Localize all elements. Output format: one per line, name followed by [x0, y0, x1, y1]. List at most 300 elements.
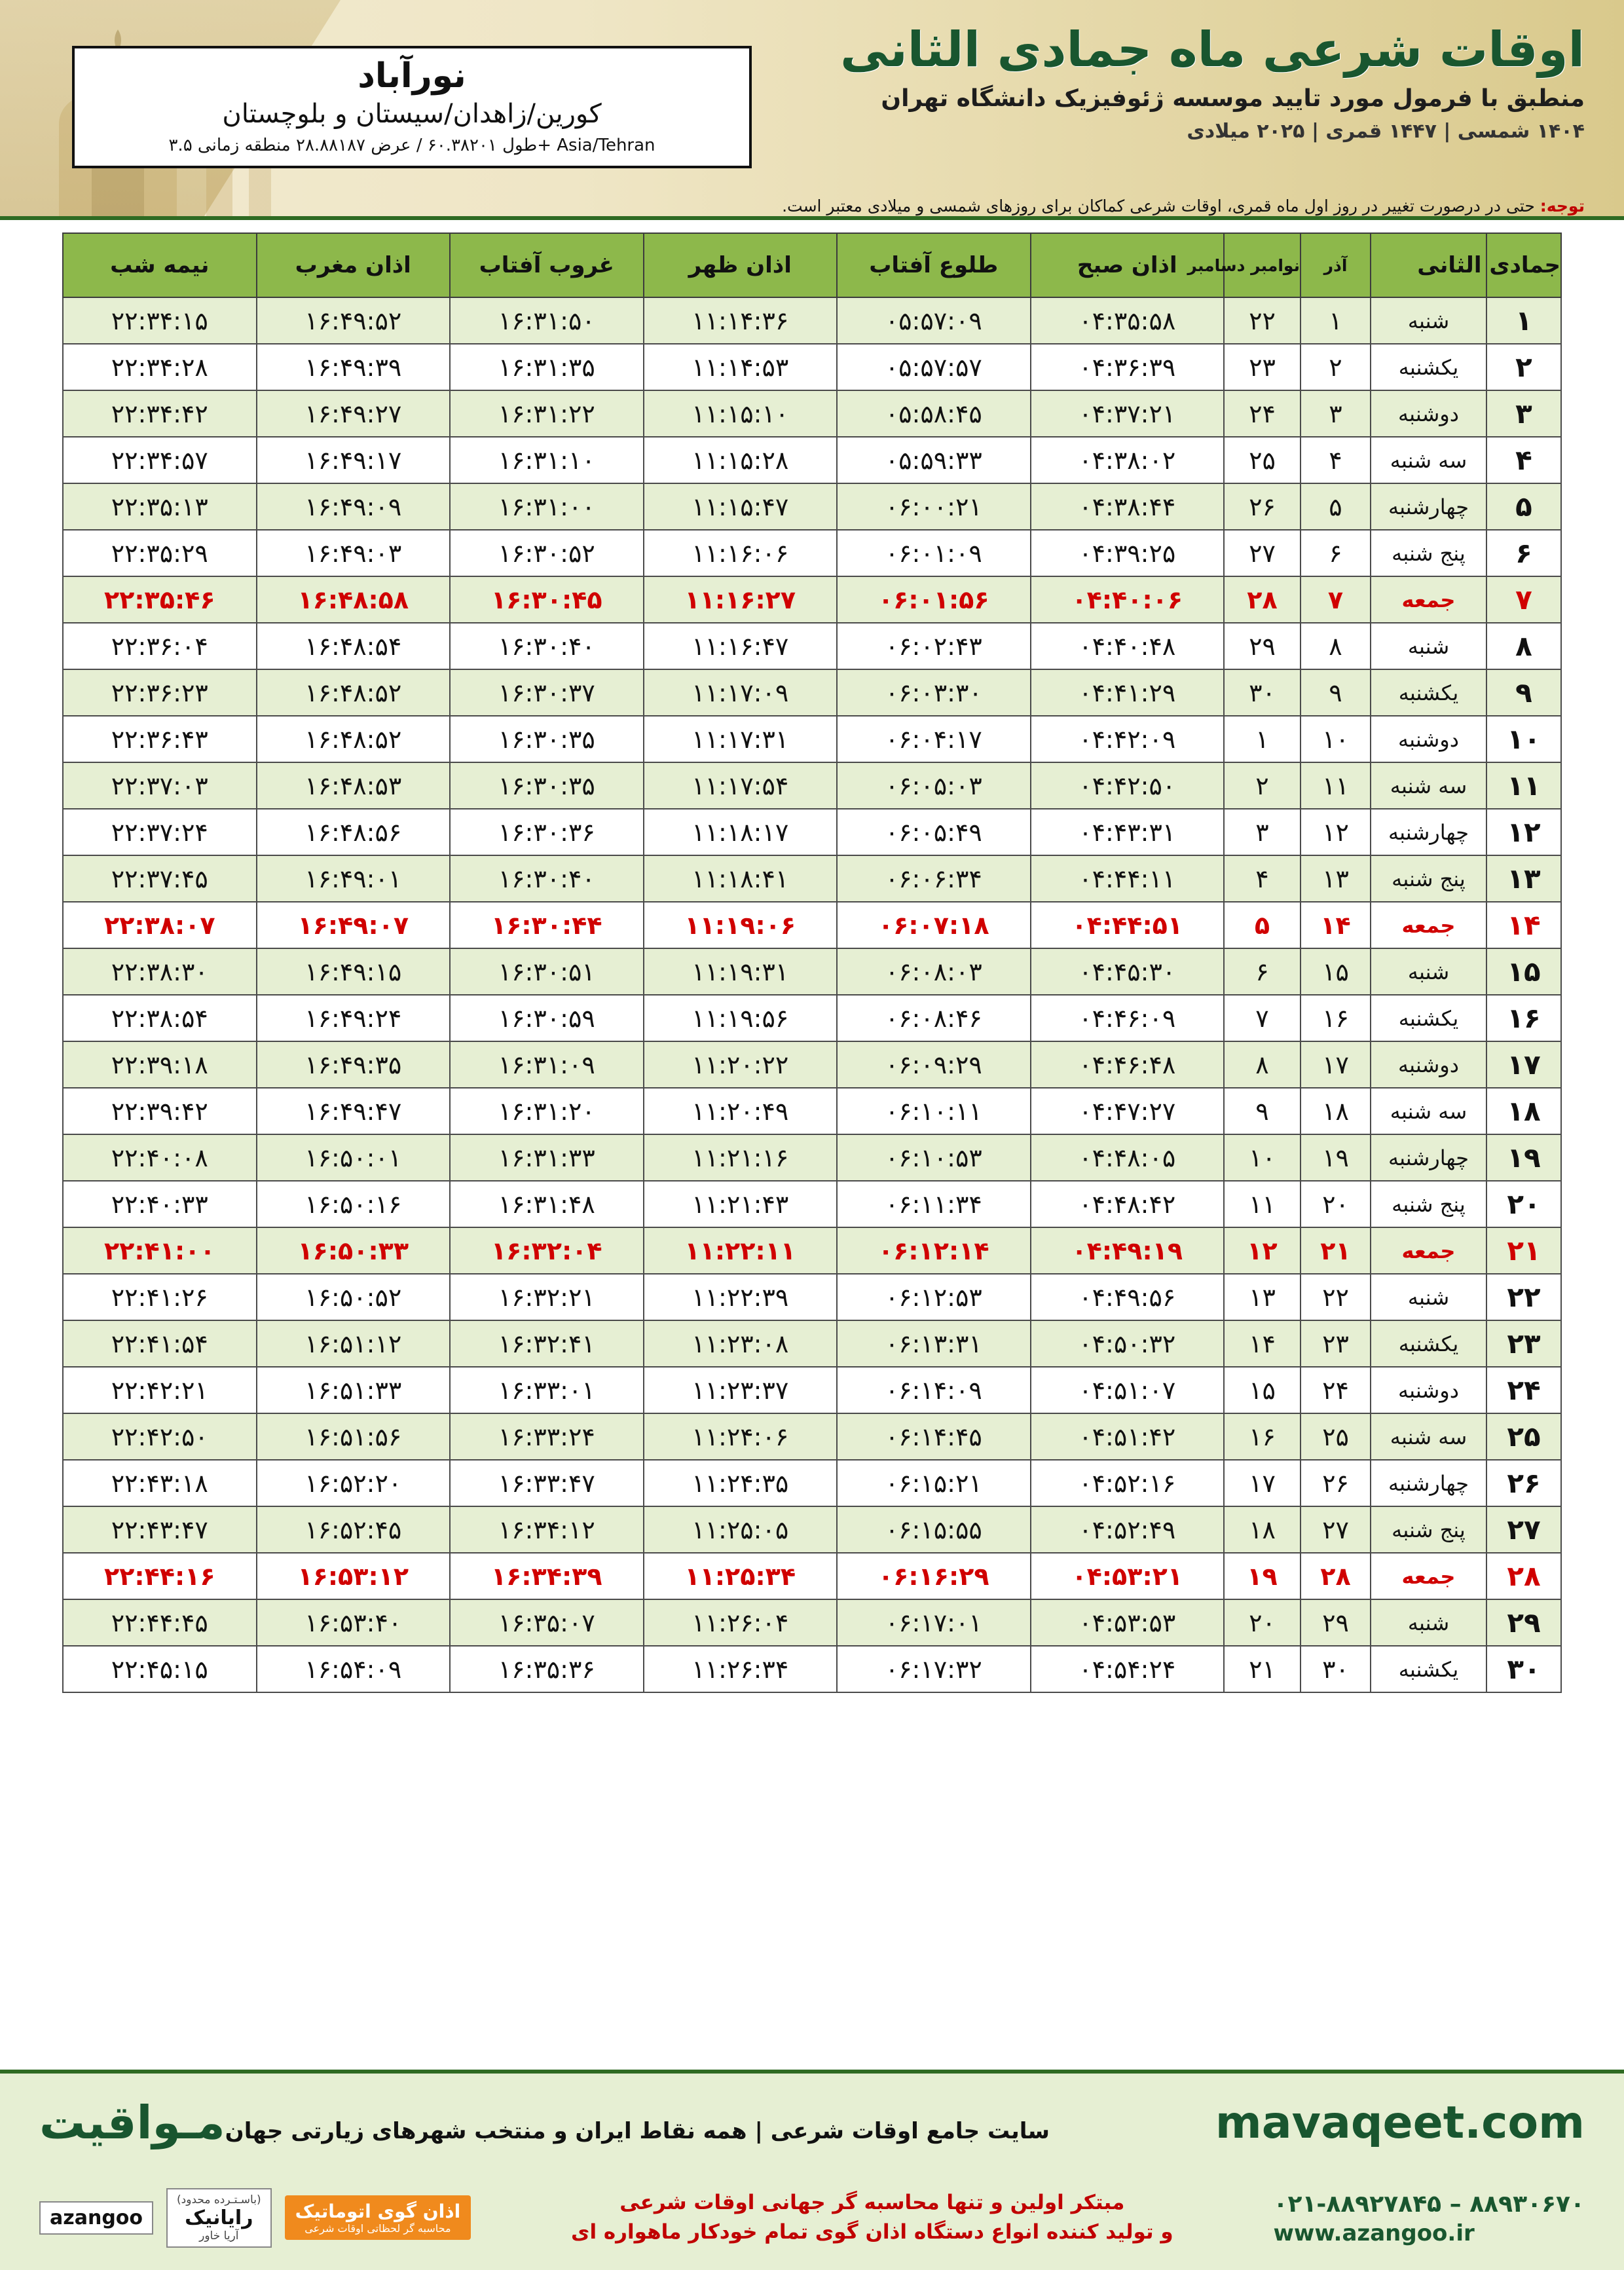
table-row: [63, 437, 1561, 483]
cell-fajr: ۰۴:۴۴:۵۱: [1031, 902, 1225, 948]
cell-gregorian-day: ۳: [1224, 809, 1301, 855]
cell-dhuhr: ۱۱:۱۴:۳۶: [644, 297, 838, 344]
cell-gregorian-day: ۲: [1224, 762, 1301, 809]
cell-azar-day: ۲۹: [1301, 1599, 1371, 1646]
cell-midnight: ۲۲:۳۸:۰۷: [63, 902, 257, 948]
cell-hijri-day: ۱۹: [1486, 1134, 1561, 1181]
cell-sunset: ۱۶:۳۰:۳۶: [450, 809, 644, 855]
cell-hijri-day: ۲۰: [1486, 1181, 1561, 1227]
cell-azar-day: ۳: [1301, 390, 1371, 437]
cell-sunrise: ۰۶:۱۲:۵۳: [837, 1274, 1031, 1320]
cell-fajr: ۰۴:۵۰:۳۲: [1031, 1320, 1225, 1367]
cell-dhuhr: ۱۱:۲۶:۳۴: [644, 1646, 838, 1692]
col-header-sunset: غروب آفتاب: [450, 233, 644, 297]
cell-azar-day: ۱۸: [1301, 1088, 1371, 1134]
cell-sunrise: ۰۶:۱۳:۳۱: [837, 1320, 1031, 1367]
cell-sunset: ۱۶:۳۱:۰۰: [450, 483, 644, 530]
cell-azar-day: ۱۵: [1301, 948, 1371, 995]
cell-hijri-day: ۱۱: [1486, 762, 1561, 809]
azangoo-brand-text: azangoo: [50, 2206, 143, 2229]
cell-sunset: ۱۶:۳۳:۴۷: [450, 1460, 644, 1506]
cell-azar-day: ۱۲: [1301, 809, 1371, 855]
calendar-years: ۱۴۰۴ شمسی | ۱۴۴۷ قمری | ۲۰۲۵ میلادی: [1187, 119, 1585, 143]
cell-sunset: ۱۶:۳۱:۲۰: [450, 1088, 644, 1134]
cell-hijri-day: ۳۰: [1486, 1646, 1561, 1692]
cell-sunset: ۱۶:۳۱:۱۰: [450, 437, 644, 483]
cell-azar-day: ۶: [1301, 530, 1371, 576]
cell-gregorian-day: ۶: [1224, 948, 1301, 995]
table-header-row: [63, 233, 1561, 297]
cell-dhuhr: ۱۱:۱۵:۱۰: [644, 390, 838, 437]
cell-sunrise: ۰۶:۱۰:۱۱: [837, 1088, 1031, 1134]
col-header-hijri-day: جمادی الثانی: [1486, 233, 1561, 297]
cell-maghrib: ۱۶:۴۸:۵۳: [257, 762, 451, 809]
cell-midnight: ۲۲:۴۱:۲۶: [63, 1274, 257, 1320]
cell-azar-day: ۳۰: [1301, 1646, 1371, 1692]
table-row: [63, 855, 1561, 902]
cell-weekday: یکشنبه: [1371, 995, 1486, 1041]
cell-sunrise: ۰۶:۱۱:۳۴: [837, 1181, 1031, 1227]
cell-midnight: ۲۲:۳۴:۴۲: [63, 390, 257, 437]
cell-sunset: ۱۶:۳۱:۰۹: [450, 1041, 644, 1088]
cell-midnight: ۲۲:۳۷:۴۵: [63, 855, 257, 902]
cell-weekday: جمعه: [1371, 576, 1486, 623]
cell-azar-day: ۱۳: [1301, 855, 1371, 902]
cell-midnight: ۲۲:۳۷:۰۳: [63, 762, 257, 809]
city-name: نورآباد: [358, 56, 466, 96]
cell-gregorian-day: ۱: [1224, 716, 1301, 762]
table-row: [63, 669, 1561, 716]
cell-fajr: ۰۴:۴۸:۰۵: [1031, 1134, 1225, 1181]
cell-dhuhr: ۱۱:۲۲:۱۱: [644, 1227, 838, 1274]
cell-hijri-day: ۲۱: [1486, 1227, 1561, 1274]
cell-midnight: ۲۲:۴۱:۵۴: [63, 1320, 257, 1367]
cell-dhuhr: ۱۱:۲۶:۰۴: [644, 1599, 838, 1646]
azangoo-logo-sub: محاسبه گر لحظاتی اوقات شرعی: [304, 2222, 451, 2235]
cell-weekday: پنج شنبه: [1371, 1506, 1486, 1553]
cell-hijri-day: ۱۸: [1486, 1088, 1561, 1134]
company-slogan: [571, 2188, 1173, 2247]
cell-weekday: سه شنبه: [1371, 1088, 1486, 1134]
cell-dhuhr: ۱۱:۱۷:۵۴: [644, 762, 838, 809]
cell-weekday: یکشنبه: [1371, 1646, 1486, 1692]
cell-weekday: جمعه: [1371, 902, 1486, 948]
table-row: [63, 390, 1561, 437]
page-subtitle: منطبق با فرمول مورد تایید موسسه ژئوفیزیک دانشگاه تهران: [881, 84, 1585, 112]
cell-sunset: ۱۶:۳۵:۳۶: [450, 1646, 644, 1692]
city-coordinates: طول ۶۰.۳۸۲۰۱ / عرض ۲۸.۸۸۱۸۷ منطقه زمانی ۳.۵+ Asia/Tehran: [168, 136, 655, 156]
cell-weekday: شنبه: [1371, 948, 1486, 995]
city-region: کورین/زاهدان/سیستان و بلوچستان: [222, 99, 602, 130]
cell-gregorian-day: ۱۹: [1224, 1553, 1301, 1599]
cell-maghrib: ۱۶:۴۸:۵۶: [257, 809, 451, 855]
contact-website[interactable]: www.azangoo.ir: [1273, 2220, 1475, 2247]
cell-midnight: ۲۲:۴۳:۴۷: [63, 1506, 257, 1553]
cell-fajr: ۰۴:۴۸:۴۲: [1031, 1181, 1225, 1227]
cell-maghrib: ۱۶:۴۸:۵۸: [257, 576, 451, 623]
cell-weekday: شنبه: [1371, 1274, 1486, 1320]
cell-dhuhr: ۱۱:۱۹:۰۶: [644, 902, 838, 948]
cell-azar-day: ۲۳: [1301, 1320, 1371, 1367]
slogan-line-2: و تولید کننده انواع دستگاه اذان گوی تمام خودکار ماهواره ای: [571, 2220, 1173, 2244]
rayanik-logo-top: (باسـتـرده محدود): [177, 2193, 261, 2206]
cell-gregorian-day: ۲۷: [1224, 530, 1301, 576]
cell-sunrise: ۰۶:۱۰:۵۳: [837, 1134, 1031, 1181]
table-row: [63, 902, 1561, 948]
cell-sunset: ۱۶:۳۱:۲۲: [450, 390, 644, 437]
table-row: [63, 1460, 1561, 1506]
cell-fajr: ۰۴:۴۲:۰۹: [1031, 716, 1225, 762]
cell-sunset: ۱۶:۳۴:۱۲: [450, 1506, 644, 1553]
cell-sunrise: ۰۶:۱۴:۴۵: [837, 1413, 1031, 1460]
table-row: [63, 576, 1561, 623]
cell-midnight: ۲۲:۴۲:۲۱: [63, 1367, 257, 1413]
table-body: [63, 297, 1561, 1692]
cell-gregorian-day: ۲۸: [1224, 576, 1301, 623]
cell-weekday: یکشنبه: [1371, 1320, 1486, 1367]
azangoo-logo-title: اذان گوی اتوماتیک: [295, 2201, 461, 2222]
cell-maghrib: ۱۶:۵۱:۱۲: [257, 1320, 451, 1367]
cell-sunset: ۱۶:۳۱:۵۰: [450, 297, 644, 344]
page-header: [0, 0, 1624, 220]
cell-maghrib: ۱۶:۴۹:۲۴: [257, 995, 451, 1041]
cell-dhuhr: ۱۱:۲۰:۲۲: [644, 1041, 838, 1088]
cell-fajr: ۰۴:۵۱:۴۲: [1031, 1413, 1225, 1460]
cell-maghrib: ۱۶:۴۹:۴۷: [257, 1088, 451, 1134]
cell-azar-day: ۱۰: [1301, 716, 1371, 762]
table-row: [63, 1134, 1561, 1181]
cell-sunset: ۱۶:۳۱:۳۵: [450, 344, 644, 390]
cell-azar-day: ۱۴: [1301, 902, 1371, 948]
cell-fajr: ۰۴:۵۳:۲۱: [1031, 1553, 1225, 1599]
cell-azar-day: ۲۰: [1301, 1181, 1371, 1227]
rayanik-logo-sub: آریا خاور: [199, 2229, 239, 2242]
cell-hijri-day: ۱۶: [1486, 995, 1561, 1041]
cell-gregorian-day: ۲۱: [1224, 1646, 1301, 1692]
cell-maghrib: ۱۶:۵۱:۵۶: [257, 1413, 451, 1460]
rayanik-logo: [166, 2188, 272, 2248]
cell-dhuhr: ۱۱:۱۸:۴۱: [644, 855, 838, 902]
cell-midnight: ۲۲:۳۹:۴۲: [63, 1088, 257, 1134]
cell-azar-day: ۲۸: [1301, 1553, 1371, 1599]
table-row: [63, 948, 1561, 995]
cell-hijri-day: ۲۴: [1486, 1367, 1561, 1413]
cell-sunrise: ۰۶:۰۶:۳۴: [837, 855, 1031, 902]
cell-dhuhr: ۱۱:۲۴:۰۶: [644, 1413, 838, 1460]
cell-weekday: یکشنبه: [1371, 669, 1486, 716]
cell-sunset: ۱۶:۳۰:۳۵: [450, 762, 644, 809]
col-header-azar: آذر: [1301, 233, 1371, 297]
cell-sunset: ۱۶:۳۰:۵۲: [450, 530, 644, 576]
cell-sunrise: ۰۵:۵۸:۴۵: [837, 390, 1031, 437]
cell-azar-day: ۷: [1301, 576, 1371, 623]
header-note: [782, 196, 1585, 215]
prayer-times-table: [62, 233, 1562, 1693]
cell-dhuhr: ۱۱:۱۹:۵۶: [644, 995, 838, 1041]
cell-gregorian-day: ۳۰: [1224, 669, 1301, 716]
cell-dhuhr: ۱۱:۱۶:۴۷: [644, 623, 838, 669]
cell-maghrib: ۱۶:۵۰:۰۱: [257, 1134, 451, 1181]
cell-sunset: ۱۶:۳۵:۰۷: [450, 1599, 644, 1646]
cell-maghrib: ۱۶:۴۸:۵۴: [257, 623, 451, 669]
cell-hijri-day: ۱۳: [1486, 855, 1561, 902]
cell-maghrib: ۱۶:۴۸:۵۲: [257, 716, 451, 762]
cell-hijri-day: ۱۵: [1486, 948, 1561, 995]
cell-weekday: پنج شنبه: [1371, 530, 1486, 576]
cell-fajr: ۰۴:۴۶:۴۸: [1031, 1041, 1225, 1088]
table-row: [63, 1413, 1561, 1460]
table-row: [63, 483, 1561, 530]
cell-sunset: ۱۶:۳۲:۲۱: [450, 1274, 644, 1320]
page-title: اوقات شرعی ماه جمادی الثانی: [840, 22, 1585, 78]
cell-dhuhr: ۱۱:۲۳:۳۷: [644, 1367, 838, 1413]
cell-maghrib: ۱۶:۵۰:۱۶: [257, 1181, 451, 1227]
cell-azar-day: ۴: [1301, 437, 1371, 483]
cell-sunrise: ۰۶:۱۲:۱۴: [837, 1227, 1031, 1274]
cell-maghrib: ۱۶:۴۹:۰۹: [257, 483, 451, 530]
cell-maghrib: ۱۶:۴۹:۰۳: [257, 530, 451, 576]
cell-fajr: ۰۴:۳۹:۲۵: [1031, 530, 1225, 576]
cell-hijri-day: ۲۳: [1486, 1320, 1561, 1367]
cell-weekday: دوشنبه: [1371, 1367, 1486, 1413]
cell-fajr: ۰۴:۴۵:۳۰: [1031, 948, 1225, 995]
cell-midnight: ۲۲:۳۶:۰۴: [63, 623, 257, 669]
brand-name-fa: مـواقیت: [39, 2096, 225, 2149]
cell-sunrise: ۰۶:۰۲:۴۳: [837, 623, 1031, 669]
cell-gregorian-day: ۲۴: [1224, 390, 1301, 437]
cell-dhuhr: ۱۱:۱۵:۴۷: [644, 483, 838, 530]
table-row: [63, 762, 1561, 809]
cell-azar-day: ۲۲: [1301, 1274, 1371, 1320]
cell-dhuhr: ۱۱:۲۴:۳۵: [644, 1460, 838, 1506]
cell-sunrise: ۰۶:۰۰:۲۱: [837, 483, 1031, 530]
cell-sunset: ۱۶:۳۱:۳۳: [450, 1134, 644, 1181]
cell-dhuhr: ۱۱:۲۰:۴۹: [644, 1088, 838, 1134]
page-footer: [0, 2070, 1624, 2270]
cell-gregorian-day: ۱۷: [1224, 1460, 1301, 1506]
cell-gregorian-day: ۸: [1224, 1041, 1301, 1088]
cell-midnight: ۲۲:۴۵:۱۵: [63, 1646, 257, 1692]
cell-fajr: ۰۴:۴۹:۵۶: [1031, 1274, 1225, 1320]
cell-weekday: چهارشنبه: [1371, 1134, 1486, 1181]
cell-maghrib: ۱۶:۵۳:۴۰: [257, 1599, 451, 1646]
cell-sunrise: ۰۶:۱۵:۲۱: [837, 1460, 1031, 1506]
cell-fajr: ۰۴:۳۵:۵۸: [1031, 297, 1225, 344]
cell-dhuhr: ۱۱:۱۶:۲۷: [644, 576, 838, 623]
cell-azar-day: ۸: [1301, 623, 1371, 669]
cell-azar-day: ۵: [1301, 483, 1371, 530]
cell-hijri-day: ۱۷: [1486, 1041, 1561, 1088]
cell-maghrib: ۱۶:۴۹:۰۷: [257, 902, 451, 948]
cell-maghrib: ۱۶:۵۴:۰۹: [257, 1646, 451, 1692]
cell-gregorian-day: ۱۴: [1224, 1320, 1301, 1367]
cell-weekday: جمعه: [1371, 1227, 1486, 1274]
cell-hijri-day: ۵: [1486, 483, 1561, 530]
cell-gregorian-day: ۱۸: [1224, 1506, 1301, 1553]
cell-weekday: سه شنبه: [1371, 762, 1486, 809]
cell-dhuhr: ۱۱:۱۴:۵۳: [644, 344, 838, 390]
cell-sunset: ۱۶:۳۳:۰۱: [450, 1367, 644, 1413]
cell-azar-day: ۲۵: [1301, 1413, 1371, 1460]
cell-dhuhr: ۱۱:۲۲:۳۹: [644, 1274, 838, 1320]
cell-sunrise: ۰۶:۱۶:۲۹: [837, 1553, 1031, 1599]
cell-midnight: ۲۲:۴۳:۱۸: [63, 1460, 257, 1506]
cell-dhuhr: ۱۱:۲۱:۴۳: [644, 1181, 838, 1227]
cell-midnight: ۲۲:۳۶:۲۳: [63, 669, 257, 716]
table-row: [63, 1367, 1561, 1413]
cell-maghrib: ۱۶:۵۳:۱۲: [257, 1553, 451, 1599]
cell-midnight: ۲۲:۳۷:۲۴: [63, 809, 257, 855]
cell-dhuhr: ۱۱:۱۵:۲۸: [644, 437, 838, 483]
brand-url[interactable]: mavaqeet.com: [1215, 2096, 1585, 2149]
cell-midnight: ۲۲:۴۲:۵۰: [63, 1413, 257, 1460]
cell-sunrise: ۰۶:۱۷:۳۲: [837, 1646, 1031, 1692]
cell-midnight: ۲۲:۳۴:۱۵: [63, 297, 257, 344]
cell-midnight: ۲۲:۳۶:۴۳: [63, 716, 257, 762]
cell-hijri-day: ۲۲: [1486, 1274, 1561, 1320]
cell-sunset: ۱۶:۳۰:۵۱: [450, 948, 644, 995]
cell-dhuhr: ۱۱:۱۷:۳۱: [644, 716, 838, 762]
cell-hijri-day: ۹: [1486, 669, 1561, 716]
cell-sunrise: ۰۵:۵۷:۰۹: [837, 297, 1031, 344]
cell-fajr: ۰۴:۴۰:۴۸: [1031, 623, 1225, 669]
cell-weekday: سه شنبه: [1371, 437, 1486, 483]
cell-gregorian-day: ۱۱: [1224, 1181, 1301, 1227]
cell-fajr: ۰۴:۴۰:۰۶: [1031, 576, 1225, 623]
cell-azar-day: ۱۹: [1301, 1134, 1371, 1181]
cell-gregorian-day: ۱۶: [1224, 1413, 1301, 1460]
cell-dhuhr: ۱۱:۱۶:۰۶: [644, 530, 838, 576]
cell-dhuhr: ۱۱:۲۵:۰۵: [644, 1506, 838, 1553]
cell-gregorian-day: ۷: [1224, 995, 1301, 1041]
cell-fajr: ۰۴:۳۷:۲۱: [1031, 390, 1225, 437]
cell-gregorian-day: ۱۵: [1224, 1367, 1301, 1413]
cell-gregorian-day: ۲۰: [1224, 1599, 1301, 1646]
col-header-november: نوامبر دسامبر: [1224, 233, 1301, 297]
brand-tagline: سایت جامع اوقات شرعی | همه نقاط ایران و منتخب شهرهای زیارتی جهان: [225, 2118, 1050, 2144]
cell-hijri-day: ۳: [1486, 390, 1561, 437]
cell-hijri-day: ۲۹: [1486, 1599, 1561, 1646]
cell-sunrise: ۰۶:۱۵:۵۵: [837, 1506, 1031, 1553]
cell-hijri-day: ۶: [1486, 530, 1561, 576]
cell-sunrise: ۰۶:۰۹:۲۹: [837, 1041, 1031, 1088]
cell-sunrise: ۰۶:۰۳:۳۰: [837, 669, 1031, 716]
cell-fajr: ۰۴:۵۲:۱۶: [1031, 1460, 1225, 1506]
cell-midnight: ۲۲:۴۴:۴۵: [63, 1599, 257, 1646]
cell-sunset: ۱۶:۳۲:۰۴: [450, 1227, 644, 1274]
cell-fajr: ۰۴:۴۴:۱۱: [1031, 855, 1225, 902]
cell-dhuhr: ۱۱:۲۳:۰۸: [644, 1320, 838, 1367]
cell-maghrib: ۱۶:۴۹:۵۲: [257, 297, 451, 344]
cell-azar-day: ۱: [1301, 297, 1371, 344]
cell-fajr: ۰۴:۵۳:۵۳: [1031, 1599, 1225, 1646]
cell-maghrib: ۱۶:۵۲:۴۵: [257, 1506, 451, 1553]
cell-azar-day: ۲: [1301, 344, 1371, 390]
cell-midnight: ۲۲:۳۹:۱۸: [63, 1041, 257, 1088]
cell-maghrib: ۱۶:۴۹:۱۷: [257, 437, 451, 483]
cell-dhuhr: ۱۱:۱۹:۳۱: [644, 948, 838, 995]
cell-weekday: دوشنبه: [1371, 390, 1486, 437]
cell-sunrise: ۰۶:۰۱:۵۶: [837, 576, 1031, 623]
note-label: توجه:: [1540, 196, 1585, 215]
table-row: [63, 1599, 1561, 1646]
note-text: حتی در درصورت تغییر در روز اول ماه قمری، اوقات شرعی کماکان برای روزهای شمسی و میلادی معتبر است.: [782, 196, 1535, 215]
table-row: [63, 809, 1561, 855]
cell-azar-day: ۲۴: [1301, 1367, 1371, 1413]
table-row: [63, 1181, 1561, 1227]
azangoo-logo: [285, 2195, 471, 2240]
table-row: [63, 1506, 1561, 1553]
cell-azar-day: ۲۷: [1301, 1506, 1371, 1553]
city-info-box: [72, 46, 752, 168]
cell-sunrise: ۰۵:۵۹:۳۳: [837, 437, 1031, 483]
cell-gregorian-day: ۲۲: [1224, 297, 1301, 344]
cell-sunrise: ۰۶:۰۸:۴۶: [837, 995, 1031, 1041]
cell-hijri-day: ۸: [1486, 623, 1561, 669]
cell-weekday: چهارشنبه: [1371, 1460, 1486, 1506]
cell-hijri-day: ۲۸: [1486, 1553, 1561, 1599]
cell-fajr: ۰۴:۵۲:۴۹: [1031, 1506, 1225, 1553]
table-row: [63, 344, 1561, 390]
table-head: [63, 233, 1561, 297]
rayanik-logo-title: رایانیک: [185, 2206, 253, 2229]
cell-midnight: ۲۲:۳۴:۵۷: [63, 437, 257, 483]
cell-weekday: دوشنبه: [1371, 716, 1486, 762]
cell-midnight: ۲۲:۳۴:۲۸: [63, 344, 257, 390]
cell-weekday: یکشنبه: [1371, 344, 1486, 390]
cell-dhuhr: ۱۱:۱۸:۱۷: [644, 809, 838, 855]
cell-weekday: دوشنبه: [1371, 1041, 1486, 1088]
col-header-sunrise: طلوع آفتاب: [837, 233, 1031, 297]
cell-sunset: ۱۶:۳۰:۳۵: [450, 716, 644, 762]
cell-midnight: ۲۲:۳۵:۲۹: [63, 530, 257, 576]
cell-sunrise: ۰۶:۰۷:۱۸: [837, 902, 1031, 948]
cell-weekday: چهارشنبه: [1371, 809, 1486, 855]
cell-sunrise: ۰۶:۰۱:۰۹: [837, 530, 1031, 576]
cell-weekday: پنج شنبه: [1371, 855, 1486, 902]
table-row: [63, 1227, 1561, 1274]
cell-weekday: شنبه: [1371, 297, 1486, 344]
footer-contact-row: [0, 2172, 1624, 2263]
cell-weekday: چهارشنبه: [1371, 483, 1486, 530]
cell-sunrise: ۰۵:۵۷:۵۷: [837, 344, 1031, 390]
cell-weekday: شنبه: [1371, 623, 1486, 669]
table-row: [63, 530, 1561, 576]
cell-gregorian-day: ۲۵: [1224, 437, 1301, 483]
cell-gregorian-day: ۱۰: [1224, 1134, 1301, 1181]
cell-weekday: جمعه: [1371, 1553, 1486, 1599]
cell-sunset: ۱۶:۳۳:۲۴: [450, 1413, 644, 1460]
contact-phone: ۰۲۱-۸۸۹۲۷۸۴۵ – ۸۸۹۳۰۶۷۰: [1273, 2190, 1585, 2218]
cell-hijri-day: ۲۵: [1486, 1413, 1561, 1460]
table-row: [63, 1088, 1561, 1134]
cell-hijri-day: ۴: [1486, 437, 1561, 483]
cell-midnight: ۲۲:۳۵:۴۶: [63, 576, 257, 623]
table-row: [63, 995, 1561, 1041]
cell-midnight: ۲۲:۴۱:۰۰: [63, 1227, 257, 1274]
cell-fajr: ۰۴:۳۶:۳۹: [1031, 344, 1225, 390]
cell-midnight: ۲۲:۴۴:۱۶: [63, 1553, 257, 1599]
table-row: [63, 623, 1561, 669]
table-row: [63, 1041, 1561, 1088]
cell-weekday: شنبه: [1371, 1599, 1486, 1646]
cell-sunset: ۱۶:۳۰:۴۰: [450, 855, 644, 902]
cell-hijri-day: ۲۶: [1486, 1460, 1561, 1506]
header-title-block: [840, 22, 1585, 143]
cell-fajr: ۰۴:۵۱:۰۷: [1031, 1367, 1225, 1413]
prayer-times-table-wrap: [62, 233, 1562, 1693]
cell-maghrib: ۱۶:۴۹:۳۹: [257, 344, 451, 390]
